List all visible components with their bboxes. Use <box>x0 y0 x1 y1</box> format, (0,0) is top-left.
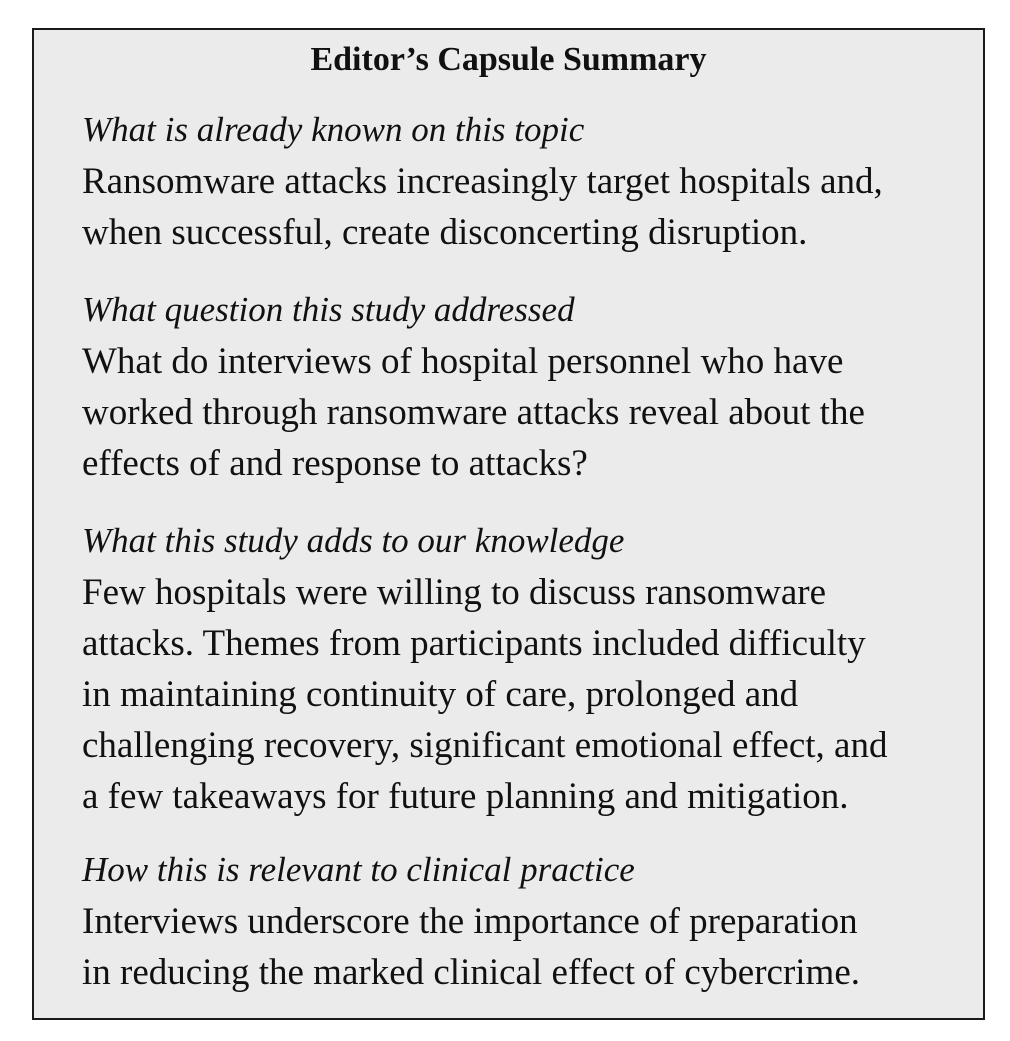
section-heading: What is already known on this topic <box>82 110 585 149</box>
body-line: attacks. Themes from participants included difficulty <box>82 623 866 664</box>
body-line: worked through ransomware attacks reveal about the <box>82 392 865 433</box>
body-line: effects of and response to attacks? <box>82 443 588 484</box>
capsule-summary-box <box>32 28 985 1020</box>
body-line: Interviews underscore the importance of preparation <box>82 901 858 942</box>
body-line: challenging recovery, significant emotional effect, and <box>82 725 888 766</box>
section-body <box>82 336 962 489</box>
section-heading: What question this study addressed <box>82 290 575 329</box>
section-already-known <box>82 108 962 258</box>
section-body <box>82 156 962 258</box>
capsule-title: Editor’s Capsule Summary <box>310 41 707 78</box>
body-line: What do interviews of hospital personnel who have <box>82 341 844 382</box>
body-line: in reducing the marked clinical effect of cybercrime. <box>82 952 860 993</box>
body-line: Ransomware attacks increasingly target hospitals and, <box>82 161 883 202</box>
section-question-addressed <box>82 288 962 489</box>
section-heading: What this study adds to our knowledge <box>82 521 625 560</box>
body-line: Few hospitals were willing to discuss ransomware <box>82 572 826 613</box>
section-study-adds <box>82 519 962 822</box>
body-line: when successful, create disconcerting disruption. <box>82 212 808 253</box>
section-heading: How this is relevant to clinical practice <box>82 850 635 889</box>
section-body <box>82 567 962 822</box>
section-body <box>82 896 962 998</box>
body-line: in maintaining continuity of care, prolonged and <box>82 674 799 715</box>
section-clinical-relevance <box>82 848 962 998</box>
body-line: a few takeaways for future planning and mitigation. <box>82 776 849 817</box>
